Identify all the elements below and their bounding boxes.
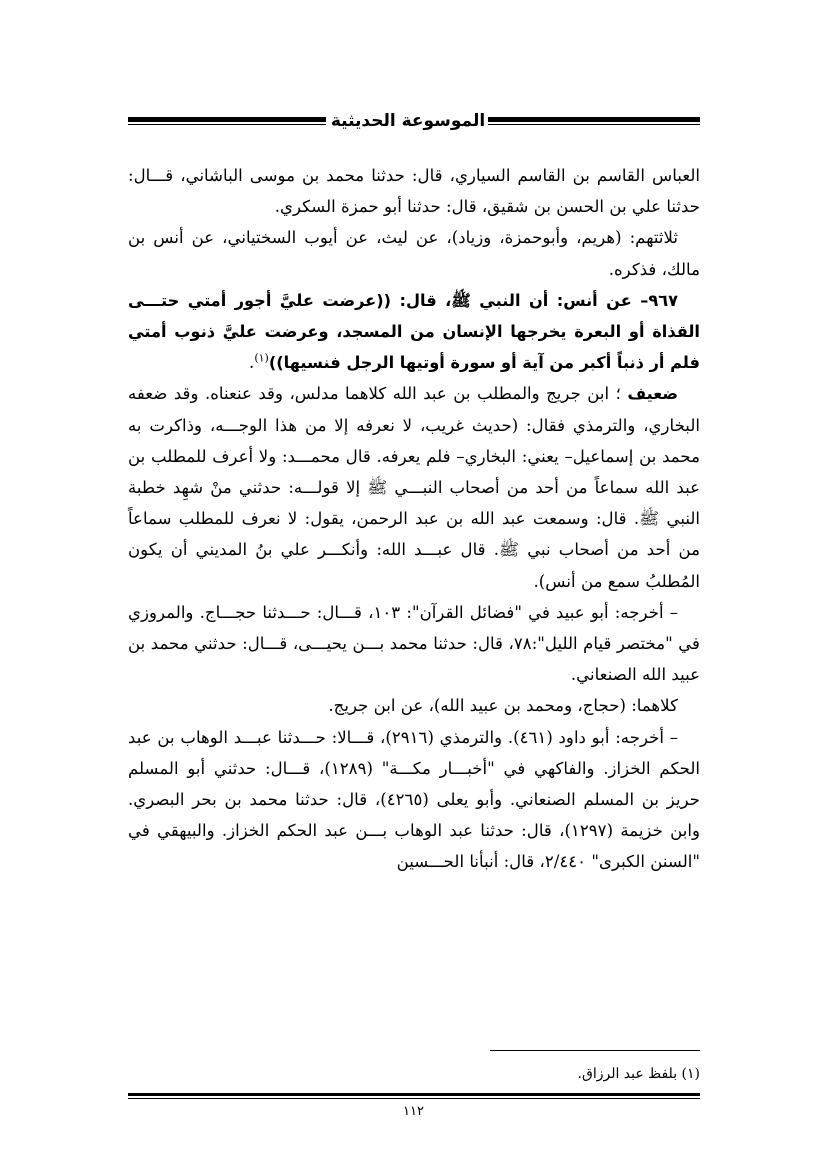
hadith-text: ٩٦٧– عن أنس: أن النبي ﷺ، قال: ((عرضت عليَّ أجور أمتي حتـــى القذاة أو البعرة يخرجها الإنسان من المسجد، وعرضت عليَّ ذنوب أمتي فلم أر ذنباً أكبر من آية أو سورة أوتيها الرجل فنسيها)) [128,290,700,373]
grading-label: ضعيف [627,384,678,404]
paragraph-takhrij-2: – أخرجه: أبو داود (٤٦١). والترمذي (٢٩١٦)، قـــالا: حـــدثنا عبـــد الوهاب بن عبد الحكم الخزاز. والفاكهي في "أخبـــار مكـــة" (١٢٨٩)، قـــال: حدثني أبو المسلم حريز بن المسلم الصنعاني. وأبو يعلى (٤٢٦٥)، قال: حدثنا محمد بن بحر البصري. وابن خزيمة (١٢٩٧)، قال: حدثنا عبد الوهاب بـــن عبد الحكم الخزاز. والبيهقي في "السنن الكبرى" ٢/٤٤٠، قال: أنبأنا الحـــسين [128,727,700,872]
paragraph-grading [128,378,700,596]
running-header [128,104,700,138]
header-rule-left-thin [128,124,326,125]
footnote: (١) بلفظ عبد الرزاق. [577,1066,700,1082]
header-rule-right-thin [460,124,700,125]
grading-text: ؛ ابن جريج والمطلب بن عبد الله كلاهما مدلس، وقد عنعناه. وقد ضعفه البخاري، والترمذي فقال: (حديث غريب، لا نعرفه إلا من هذا الوجـــه، وذاكرت به محمد بن إسماعيل– يعني: البخاري– فلم يعرفه. قال محمـــد: ولا أعرف للمطلب بن عبد الله سماعاً من أحد من أصحاب النبـــي ﷺ إلا قولـــه: حدثني منْ شهِد خطبة النبي ﷺ. قال: وسمعت عبد الله بن عبد الرحمن، يقول: لا نعرف للمطلب سماعاً من أحد من أصحاب نبي ﷺ. قال عبـــد الله: وأنكـــر علي بنُ المديني أن يكون المُطلبُ سمع من أنس). [128,384,700,591]
hadith-967 [128,285,700,379]
paragraph-takhrij-1: – أخرجه: أبو عبيد في "فضائل القرآن": ١٠٣، قـــال: حـــدثنا حجـــاج. والمروزي في "مختصر قيام الليل":٧٨، قال: حدثنا محمد بـــن يحيـــى، قـــال: حدثني محمد بن عبيد الله الصنعاني. [128,602,700,685]
hadith-end: . [249,353,255,373]
page-number: ١١٢ [403,1104,424,1119]
footnote-ref: (١) [254,351,269,365]
header-rule-left-thick [128,117,326,122]
main-text [128,160,700,878]
paragraph-1: العباس القاسم بن القاسم السياري، قال: حدثنا محمد بن موسى الباشاني، قـــال: حدثنا علي بن الحسن بن شقيق، قال: حدثنا أبو حمزة السكري. [128,166,700,217]
footnote-separator [490,1050,700,1051]
paragraph-6: كلاهما: (حجاج، ومحمد بن عبيد الله)، عن ابن جريج. [328,696,678,716]
paragraph-2: ثلاثتهم: (هريم، وأبوحمزة، وزياد)، عن ليث، عن أيوب السختياني، عن أنس بن مالك، فذكره. [128,228,700,279]
header-title: الموسوعة الحديثية [328,104,488,138]
footer-rule-thick [128,1093,700,1096]
footer-rule-thin [128,1098,700,1099]
header-rule-right-thick [460,117,700,122]
